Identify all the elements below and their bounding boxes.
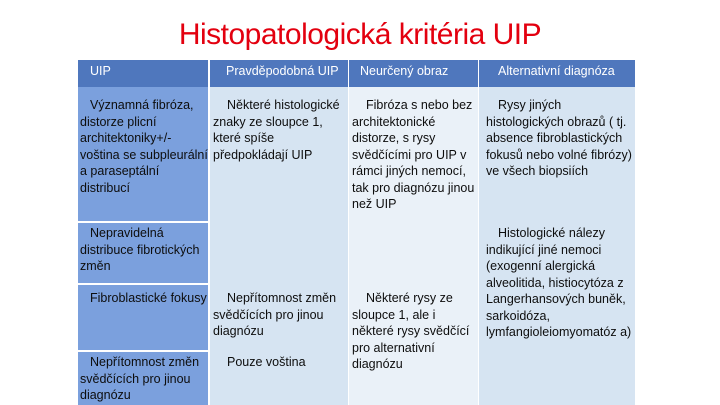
probable-criterion-1: Některé histologické znaky ze sloupce 1, které spíše předpokládají UIP bbox=[213, 98, 340, 162]
uip-criterion-3: Fibroblastické fokusy bbox=[90, 291, 207, 305]
probable-criterion-2: Nepřítomnost změn svědčících pro jinou diagnózu bbox=[213, 291, 337, 338]
alternative-criterion-2: Histologické nálezy indikující jiné nemoci (exogenní alergická alveolitida, histiocytóza z Langerhansových buněk, sarkoidóza, lymfangioleiomyomatóz a) bbox=[486, 226, 632, 339]
header-indeterminate: Neurčený obraz bbox=[360, 64, 449, 78]
indeterminate-criterion-1: Fibróza s nebo bez architektonické distorze, s rysy svědčícími pro UIP v rámci jiných nemocí, tak pro diagnózu jinou než UIP bbox=[352, 98, 475, 211]
uip-criterion-2: Nepravidelná distribuce fibrotických změn bbox=[80, 226, 200, 273]
header-uip: UIP bbox=[90, 64, 111, 78]
uip-criterion-1: Významná fibróza, distorze plicní architektoniky+/- voština se subpleurální a paraseptální distribucí bbox=[80, 98, 208, 195]
row-divider bbox=[78, 350, 208, 352]
row-divider bbox=[78, 221, 208, 223]
slide-title: Histopatologická kritéria UIP bbox=[178, 18, 542, 51]
alternative-criterion-1: Rysy jiných histologických obrazů ( tj. absence fibroblastických fokusů nebo volné fibrózy) ve všech biopsiích bbox=[486, 98, 632, 178]
uip-criterion-4: Nepřítomnost změn svědčících pro jinou diagnózu bbox=[80, 355, 200, 402]
header-probable-uip: Pravděpodobná UIP bbox=[226, 64, 339, 78]
row-divider bbox=[78, 283, 208, 285]
indeterminate-criterion-2: Některé rysy ze sloupce 1, ale i některé rysy svědčící pro alternativní diagnózu bbox=[352, 291, 470, 371]
probable-criterion-3: Pouze voština bbox=[227, 355, 306, 369]
header-alternative: Alternativní diagnóza bbox=[498, 64, 615, 78]
